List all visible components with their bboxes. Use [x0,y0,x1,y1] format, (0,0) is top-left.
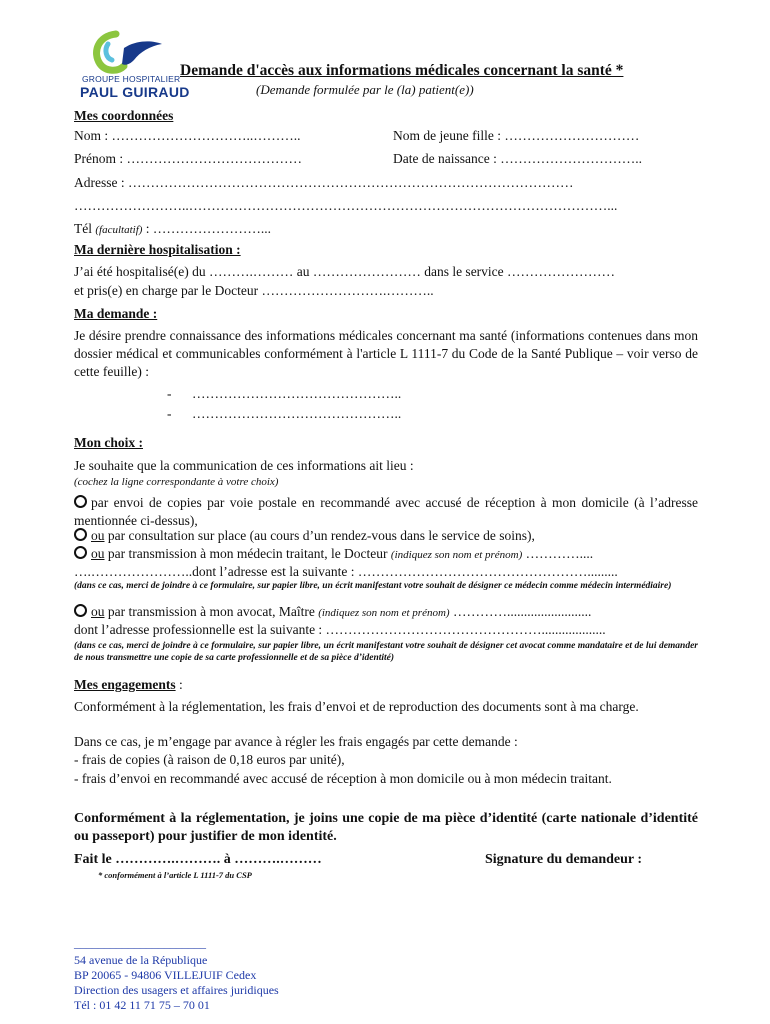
engagements-p1: Conformément à la réglementation, les frais d’envoi et de reproduction des documents sont à ma charge. [74,699,639,714]
option-4-hint: (indiquez son nom et prénom) [318,607,450,619]
hospitalisation-line2: et pris(e) en charge par le Docteur ……………………….……….. [74,283,434,298]
radio-option-medecin[interactable] [74,546,87,559]
footer-address-line1: 54 avenue de la République [74,953,208,967]
footer-phone: Tél : 01 42 11 71 75 – 70 01 [74,998,210,1012]
demande-item-dash-1: - [167,386,172,401]
choix-option-1 [74,494,698,530]
option-2-text: par consultation sur place (au cours d’un rendez-vous dans le service de soins), [104,528,535,543]
choix-option-2 [74,528,535,544]
tel-hint: (facultatif) [95,224,143,236]
tel-dots: : ……………………... [142,221,272,236]
field-date-naissance: Date de naissance : ………………………….. [393,151,642,166]
option-3-text: par transmission à mon médecin traitant, le Docteur [104,546,391,561]
fait-le-line: Fait le ………….………. à ……….……… [74,852,322,867]
document-title: Demande d'accès aux informations médicales concernant la santé * [180,62,624,79]
choix-option-4 [74,604,591,620]
option-4-address-line: dont l’adresse professionnelle est la suivante : …………………………………………................... [74,622,606,637]
demande-item-2: ……………………………………….. [192,406,402,421]
field-tel [74,221,271,237]
option-2-ou: ou [91,528,105,543]
footer-department: Direction des usagers et affaires juridiques [74,983,279,997]
logo-line1: GROUPE HOSPITALIER [82,74,181,84]
tel-label: Tél [74,221,92,236]
option-4-dots: …………......................... [449,604,592,619]
radio-option-consultation[interactable] [74,528,87,541]
demande-item-dash-2: - [167,406,172,421]
identite-statement: Conformément à la réglementation, je joins une copie de ma pièce d’identité (carte nationale d’identité ou passeport) pour justifier de mon identité. [74,811,698,844]
field-adresse-line2: ……………………..…………………………………………………………………………………... [74,198,618,213]
option-3-dots: ………….... [522,546,594,561]
demande-item-1: ……………………………………….. [192,386,402,401]
choix-option-3 [74,546,593,562]
option-3-address-line: ….…………………..dont l’adresse est la suivante : ……………………………………………......... [74,564,618,579]
radio-option-avocat[interactable] [74,604,87,617]
footnote: * conformément à l’article L 1111-7 du CSP [98,870,252,880]
choix-intro: Je souhaite que la communication de ces informations ait lieu : [74,458,414,473]
option-3-ou: ou [91,546,105,561]
field-nom: Nom : …………………………..……….. [74,128,301,143]
field-nom-jeune-fille: Nom de jeune fille : ………………………… [393,128,640,143]
section-heading-coordonnees: Mes coordonnées [74,108,174,123]
engagements-p2: Dans ce cas, je m’engage par avance à régler les frais engagés par cette demande : [74,734,518,749]
document-subtitle: (Demande formulée par le (la) patient(e)) [256,82,474,97]
option-4-text: par transmission à mon avocat, Maître [104,604,319,619]
engagements-heading: Mes engagements [74,677,176,692]
engagements-colon: : [175,677,183,692]
option-3-hint: (indiquez son nom et prénom) [390,549,523,561]
demande-text: Je désire prendre connaissance des informations médicales concernant ma santé (informations contenues dans mon dossier médical et communicables conformément à l'article L 1111-7 du Code de la Santé Publique – voir verso de cette feuille) : [74,328,698,379]
engagements-item-1: - frais de copies (à raison de 0,18 euros par unité), [74,752,345,767]
section-heading-engagements [74,677,183,693]
option-1-text: par envoi de copies par voie postale en recommandé avec accusé de réception à mon domicile (à l’adresse mentionnée ci-dessus), [74,495,698,528]
field-adresse: Adresse : ……………………………………………………………………………………… [74,175,574,190]
option-4-note: (dans ce cas, merci de joindre à ce formulaire, sur papier libre, un écrit manifestant votre souhait de désigner cet avocat comme mandataire et de lui demander de nous transmettre une copie de sa carte professionnelle et de sa pièce d’identité) [74,641,698,663]
radio-option-postal[interactable] [74,495,87,508]
field-prenom: Prénom : ………………………………… [74,151,302,166]
signature-label: Signature du demandeur : [485,852,643,867]
footer-rule: ______________________ [74,936,206,950]
section-heading-choix: Mon choix : [74,435,143,450]
hospitalisation-line1: J’ai été hospitalisé(e) du ……….……… au …………………… dans le service …………………… [74,264,616,279]
section-heading-hospitalisation: Ma dernière hospitalisation : [74,242,241,257]
section-heading-demande: Ma demande : [74,306,158,321]
choix-hint: (cochez la ligne correspondante à votre choix) [74,476,279,488]
option-3-note: (dans ce cas, merci de joindre à ce formulaire, sur papier libre, un écrit manifestant votre souhait de désigner ce médecin comme médecin intermédiaire) [74,581,672,591]
engagements-item-2: - frais d’envoi en recommandé avec accusé de réception à mon domicile ou à mon médecin traitant. [74,771,612,786]
footer-address-line2: BP 20065 - 94806 VILLEJUIF Cedex [74,968,257,982]
logo-line2: PAUL GUIRAUD [80,84,190,100]
logo-swirl-icon [78,26,188,76]
option-4-ou: ou [91,604,105,619]
